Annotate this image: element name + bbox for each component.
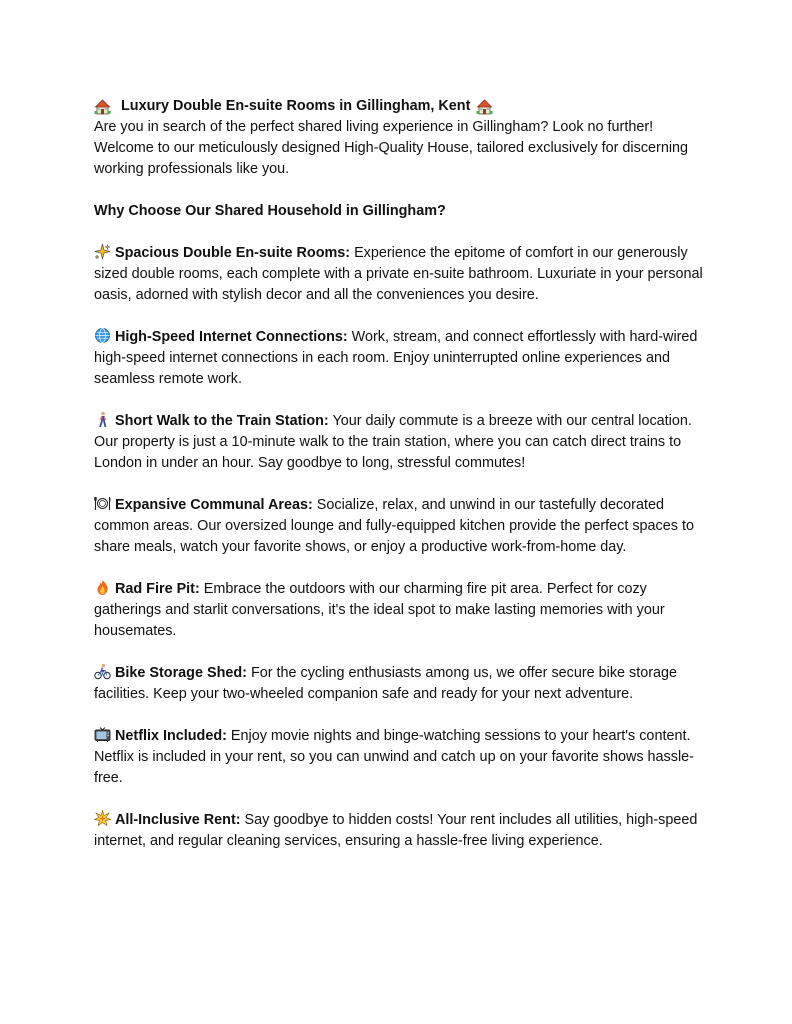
sparkle-icon: [94, 243, 111, 260]
house-icon: [94, 98, 111, 115]
fire-icon: [94, 579, 111, 596]
feature-internet: [94, 327, 706, 390]
feature-netflix: [94, 726, 706, 789]
feature-lead: All-Inclusive Rent:: [115, 812, 241, 828]
title-text: Luxury Double En-suite Rooms in Gillingham, Kent: [121, 98, 471, 114]
feature-lead: Spacious Double En-suite Rooms:: [115, 245, 351, 261]
feature-text: Experience the epitome of comfort in our generously sized double rooms, each complete with a private en-suite bathroom. Luxuriate in your personal oasis, adorned with stylish decor and all the conveniences you desire.: [94, 245, 703, 303]
feature-text: Embrace the outdoors with our charming fire pit area. Perfect for cozy gatherings and starlit conversations, it's the ideal spot to make lasting memories with your housemates.: [94, 581, 665, 639]
cyclist-icon: [94, 663, 111, 680]
feature-bike-storage: [94, 663, 706, 705]
house-icon: [476, 98, 493, 115]
feature-lead: Bike Storage Shed:: [115, 665, 247, 681]
feature-fire-pit: [94, 579, 706, 642]
collision-star-icon: [94, 810, 111, 827]
feature-lead: Netflix Included:: [115, 728, 227, 744]
television-icon: [94, 726, 111, 743]
feature-spacious-rooms: [94, 243, 706, 306]
feature-lead: High-Speed Internet Connections:: [115, 329, 348, 345]
plate-cutlery-icon: [94, 495, 111, 512]
feature-text: Socialize, relax, and unwind in our tastefully decorated common areas. Our oversized lounge and fully-equipped kitchen provide the perfect spaces to share meals, watch your favorite shows, or enjoy a productive work-from-home day.: [94, 497, 694, 555]
feature-all-inclusive: [94, 810, 706, 852]
feature-text: Enjoy movie nights and binge-watching sessions to your heart's content. Netflix is included in your rent, so you can unwind and catch up on your favorite shows hassle-free.: [94, 728, 694, 786]
feature-text: For the cycling enthusiasts among us, we offer secure bike storage facilities. Keep your two-wheeled companion safe and ready for your next adventure.: [94, 665, 678, 702]
walking-person-icon: [94, 411, 111, 428]
feature-text: Say goodbye to hidden costs! Your rent includes all utilities, high-speed internet, and regular cleaning services, ensuring a hassle-free living experience.: [94, 812, 698, 849]
globe-icon: [94, 327, 111, 344]
feature-communal-areas: [94, 495, 706, 558]
feature-lead: Rad Fire Pit:: [115, 581, 200, 597]
feature-text: Your daily commute is a breeze with our central location. Our property is just a 10-minute walk to the train station, where you can catch direct trains to London in under an hour. Say goodbye to long, stressful commutes!: [94, 413, 692, 471]
feature-train-station: [94, 411, 706, 474]
feature-text: Work, stream, and connect effortlessly with hard-wired high-speed internet connections in each room. Enjoy uninterrupted online experiences and seamless remote work.: [94, 329, 698, 387]
feature-lead: Expansive Communal Areas:: [115, 497, 313, 513]
document-title: [94, 96, 706, 117]
feature-lead: Short Walk to the Train Station:: [115, 413, 329, 429]
section-heading: Why Choose Our Shared Household in Gillingham?: [94, 203, 446, 219]
document-page: [94, 96, 706, 852]
intro-paragraph: Are you in search of the perfect shared living experience in Gillingham? Look no further! Welcome to our meticulously designed High-Quality House, tailored exclusively for discerning working professionals like you.: [94, 119, 689, 177]
